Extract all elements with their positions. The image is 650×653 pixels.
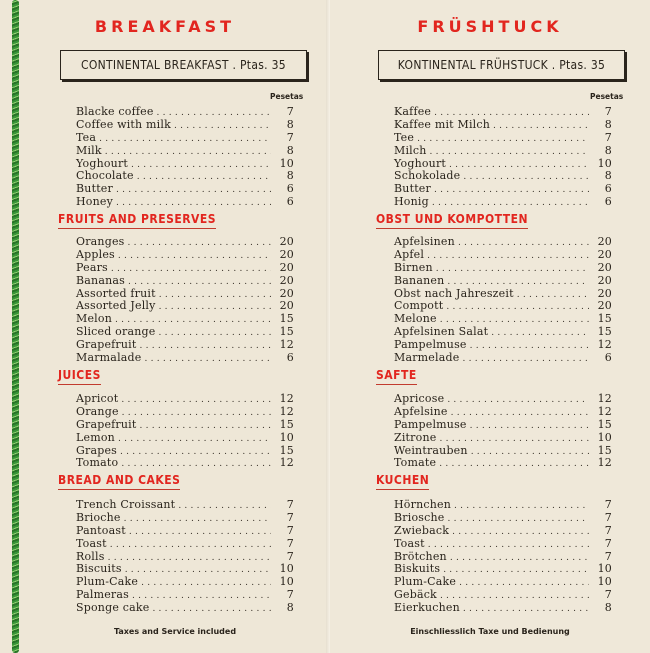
menu-item-name: Melone: [394, 312, 437, 326]
dot-leader: [454, 500, 589, 513]
menu-item: [76, 419, 294, 432]
menu-item-price: 10: [597, 430, 612, 444]
menu-item-name: Plum-Cake: [394, 575, 457, 589]
menu-item-name: Tee: [394, 130, 415, 144]
dot-leader: [158, 327, 271, 340]
menu-item-name: Brötchen: [394, 549, 447, 563]
dot-leader: [463, 171, 589, 184]
menu-item-name: Milk: [76, 143, 102, 157]
dot-leader: [439, 458, 589, 471]
german-menu-page: [330, 0, 650, 653]
menu-item-name: Butter: [394, 182, 431, 196]
menu-item-price: 7: [604, 536, 612, 550]
menu-item: [394, 249, 612, 262]
menu-item-price: 20: [279, 273, 294, 287]
menu-item-name: Honig: [394, 195, 429, 209]
section-items-list: [76, 236, 294, 365]
menu-item-name: Orange: [76, 404, 119, 418]
menu-item: [76, 249, 294, 262]
dot-leader: [427, 250, 589, 263]
dot-leader: [470, 340, 589, 353]
menu-item-name: Yoghourt: [76, 156, 129, 170]
menu-item-name: Apricose: [394, 392, 445, 405]
dot-leader: [125, 564, 271, 577]
menu-item-name: Weintrauben: [394, 443, 468, 457]
menu-item: [394, 457, 612, 470]
dot-leader: [449, 159, 589, 172]
dot-leader: [451, 407, 589, 420]
menu-item-name: Obst nach Jahreszeit: [394, 286, 514, 300]
dot-leader: [159, 301, 271, 314]
dot-leader: [462, 353, 589, 366]
menu-item: [76, 262, 294, 275]
page-footer: Einschliesslich Taxe und Bedienung: [410, 627, 570, 636]
menu-item-price: 8: [604, 169, 612, 183]
menu-item-name: Pears: [76, 260, 108, 274]
section-heading: SAFTE: [376, 368, 417, 385]
dot-leader: [430, 146, 589, 159]
menu-item-price: 8: [604, 601, 612, 615]
dot-leader: [452, 526, 589, 539]
menu-item-name: Oranges: [76, 235, 125, 248]
menu-item-price: 12: [597, 456, 612, 470]
dot-leader: [434, 184, 589, 197]
menu-item-name: Sponge cake: [76, 601, 150, 615]
dot-leader: [417, 133, 589, 146]
menu-item: [76, 432, 294, 445]
menu-item: [76, 406, 294, 419]
dot-leader: [121, 458, 271, 471]
menu-item-name: Chocolate: [76, 169, 134, 183]
menu-item-name: Marmelade: [394, 351, 460, 365]
dot-leader: [471, 446, 589, 459]
menu-item: [394, 525, 612, 538]
menu-item-price: 7: [604, 130, 612, 144]
dot-leader: [491, 327, 589, 340]
dot-leader: [140, 340, 271, 353]
dot-leader: [458, 237, 589, 250]
dot-leader: [152, 603, 271, 616]
menu-item-price: 20: [279, 247, 294, 261]
menu-item-price: 10: [597, 156, 612, 170]
menu-item-price: 7: [286, 498, 294, 511]
menu-item-price: 12: [597, 338, 612, 352]
menu-item-price: 12: [597, 404, 612, 418]
menu-item-name: Apfel: [394, 247, 425, 261]
menu-item: [76, 275, 294, 288]
menu-item-price: 20: [279, 260, 294, 274]
menu-item-price: 10: [597, 575, 612, 589]
menu-item-name: Bananas: [76, 273, 125, 287]
menu-item: [76, 525, 294, 538]
menu-item-name: Apples: [76, 247, 115, 261]
section-items-list: [394, 393, 612, 470]
menu-item-name: Assorted fruit: [76, 286, 156, 300]
menu-item-price: 8: [604, 143, 612, 157]
menu-item-name: Bananen: [394, 273, 445, 287]
dot-leader: [110, 539, 271, 552]
menu-item-name: Tomate: [394, 456, 437, 470]
section-items-list: [394, 499, 612, 615]
dot-leader: [116, 184, 271, 197]
dot-leader: [447, 394, 589, 407]
menu-item-name: Apricot: [76, 392, 119, 405]
menu-item-name: Palmeras: [76, 588, 129, 602]
dot-leader: [99, 133, 271, 146]
menu-item-name: Melon: [76, 312, 112, 326]
menu-item: [76, 236, 294, 249]
menu-item: [76, 602, 294, 615]
menu-item-name: Birnen: [394, 260, 433, 274]
menu-item-name: Grapefruit: [76, 417, 137, 431]
menu-item-price: 7: [604, 523, 612, 537]
dot-leader: [446, 301, 589, 314]
menu-item-name: Hörnchen: [394, 498, 451, 511]
menu-item: [394, 419, 612, 432]
dot-leader: [141, 577, 271, 590]
main-items-list: [76, 106, 294, 209]
menu-item-price: 15: [597, 417, 612, 431]
menu-item-price: 20: [279, 299, 294, 313]
menu-item-name: Pampelmuse: [394, 338, 467, 352]
section-items-list: [76, 393, 294, 470]
section-heading: FRUITS AND PRESERVES: [58, 212, 216, 229]
menu-item-name: Eierkuchen: [394, 601, 460, 615]
menu-item: [394, 406, 612, 419]
dot-leader: [137, 171, 271, 184]
menu-item-price: 10: [279, 575, 294, 589]
menu-item-price: 12: [279, 404, 294, 418]
section-heading: JUICES: [58, 368, 101, 385]
dot-leader: [121, 394, 271, 407]
menu-item-price: 7: [286, 130, 294, 144]
menu-item: [76, 499, 294, 512]
menu-item-name: Tomato: [76, 456, 119, 470]
dot-leader: [459, 577, 589, 590]
menu-item-price: 8: [286, 143, 294, 157]
menu-item: [394, 275, 612, 288]
menu-item-name: Apfelsine: [394, 404, 448, 418]
menu-item-name: Biscuits: [76, 562, 122, 576]
menu-item-price: 20: [597, 286, 612, 300]
pesetas-label: Pesetas: [270, 92, 304, 101]
dot-leader: [450, 552, 589, 565]
menu-item-price: 15: [597, 443, 612, 457]
menu-item-name: Pantoast: [76, 523, 126, 537]
menu-item-price: 15: [597, 312, 612, 326]
menu-item-price: 7: [604, 549, 612, 563]
menu-item: [394, 499, 612, 512]
dot-leader: [470, 420, 589, 433]
dot-leader: [105, 146, 271, 159]
menu-item-name: Marmalade: [76, 351, 142, 365]
menu-item: [76, 132, 294, 145]
menu-item-price: 6: [604, 351, 612, 365]
page-title: FRÜSHTUCK: [417, 17, 563, 36]
menu-item: [394, 106, 612, 119]
menu-item-name: Rolls: [76, 549, 105, 563]
menu-item-name: Trench Croissant: [76, 498, 176, 511]
menu-item-name: Kaffee mit Milch: [394, 117, 491, 131]
dot-leader: [436, 263, 589, 276]
menu-item-price: 12: [597, 392, 612, 405]
menu-item-name: Zitrone: [394, 430, 437, 444]
menu-item-price: 20: [597, 273, 612, 287]
menu-item-price: 12: [279, 392, 294, 405]
menu-item: [394, 236, 612, 249]
menu-item: [394, 512, 612, 525]
menu-item-name: Briosche: [394, 510, 445, 524]
dot-leader: [174, 120, 271, 133]
dot-leader: [463, 603, 589, 616]
menu-item: [394, 132, 612, 145]
menu-item-name: Zwieback: [394, 523, 450, 537]
dot-leader: [140, 420, 271, 433]
menu-item-price: 10: [279, 156, 294, 170]
menu-item-price: 12: [279, 456, 294, 470]
menu-item-name: Apfelsinen Salat: [394, 325, 489, 339]
menu-item-name: Compott: [394, 299, 444, 313]
dot-leader: [447, 513, 589, 526]
menu-item-price: 7: [604, 105, 612, 118]
dot-leader: [157, 107, 271, 120]
menu-item-price: 6: [286, 195, 294, 209]
dot-leader: [428, 539, 589, 552]
menu-item-price: 10: [279, 430, 294, 444]
dot-leader: [159, 289, 271, 302]
page-footer: Taxes and Service included: [113, 627, 237, 636]
menu-item-price: 20: [597, 235, 612, 248]
menu-item: [394, 538, 612, 551]
dot-leader: [118, 433, 271, 446]
menu-item: [76, 106, 294, 119]
menu-item: [76, 196, 294, 209]
section-heading: OBST UND KOMPOTTEN: [376, 212, 528, 229]
menu-item-name: Milch: [394, 143, 427, 157]
menu-item-price: 15: [279, 325, 294, 339]
dot-leader: [120, 446, 271, 459]
dot-leader: [128, 237, 271, 250]
menu-item-price: 20: [597, 260, 612, 274]
section-items-list: [394, 236, 612, 365]
menu-item-name: Yoghourt: [394, 156, 447, 170]
dot-leader: [131, 159, 271, 172]
menu-item-price: 8: [286, 601, 294, 615]
menu-item: [76, 457, 294, 470]
menu-item: [76, 145, 294, 158]
menu-item: [394, 393, 612, 406]
menu-item: [76, 119, 294, 132]
menu-item: [394, 119, 612, 132]
menu-item-price: 7: [286, 536, 294, 550]
menu-item-price: 7: [286, 549, 294, 563]
dot-leader: [145, 353, 272, 366]
menu-item: [76, 352, 294, 365]
menu-item: [394, 602, 612, 615]
dot-leader: [432, 197, 589, 210]
dot-leader: [108, 552, 271, 565]
menu-item-price: 6: [604, 195, 612, 209]
dot-leader: [124, 513, 271, 526]
menu-item-price: 7: [604, 588, 612, 602]
dot-leader: [129, 526, 271, 539]
menu-item-name: Coffee with milk: [76, 117, 171, 131]
menu-item-name: Lemon: [76, 430, 115, 444]
menu-item-price: 15: [597, 325, 612, 339]
pesetas-label: Pesetas: [590, 92, 624, 101]
dot-leader: [178, 500, 271, 513]
menu-item-price: 8: [604, 117, 612, 131]
continental-breakfast-box: KONTINENTAL FRÜHSTUCK . Ptas. 35: [378, 50, 625, 80]
section-heading: BREAD AND CAKES: [58, 473, 180, 490]
menu-item-name: Biskuits: [394, 562, 441, 576]
continental-breakfast-box: CONTINENTAL BREAKFAST . Ptas. 35: [60, 50, 307, 80]
menu-item: [394, 196, 612, 209]
menu-item: [76, 538, 294, 551]
menu-item-price: 7: [286, 510, 294, 524]
menu-item-price: 7: [286, 105, 294, 118]
menu-item-price: 15: [279, 443, 294, 457]
menu-item-price: 6: [286, 182, 294, 196]
menu-item-price: 8: [286, 117, 294, 131]
menu-item-price: 6: [604, 182, 612, 196]
menu-item-name: Grapefruit: [76, 338, 137, 352]
dot-leader: [443, 564, 589, 577]
menu-item-name: Toast: [76, 536, 107, 550]
menu-item-price: 20: [597, 299, 612, 313]
section-heading: KUCHEN: [376, 473, 429, 490]
menu-item-price: 8: [286, 169, 294, 183]
menu-item-name: Grapes: [76, 443, 117, 457]
menu-item-name: Tea: [76, 130, 97, 144]
menu-item-name: Gebäck: [394, 588, 437, 602]
menu-item-name: Assorted Jelly: [76, 299, 156, 313]
menu-item-price: 20: [279, 235, 294, 248]
menu-item-name: Toast: [394, 536, 425, 550]
menu-item-price: 20: [597, 247, 612, 261]
dot-leader: [116, 197, 271, 210]
menu-item-name: Pampelmuse: [394, 417, 467, 431]
menu-item-name: Sliced orange: [76, 325, 156, 339]
menu-item: [76, 512, 294, 525]
menu-item-name: Honey: [76, 195, 114, 209]
menu-item-name: Blacke coffee: [76, 105, 154, 118]
menu-item-name: Butter: [76, 182, 113, 196]
section-items-list: [76, 499, 294, 615]
menu-item-price: 7: [604, 510, 612, 524]
menu-item-name: Apfelsinen: [394, 235, 455, 248]
menu-item: [76, 393, 294, 406]
menu-item-price: 7: [286, 523, 294, 537]
dot-leader: [118, 250, 271, 263]
dot-leader: [493, 120, 589, 133]
menu-item-price: 7: [286, 588, 294, 602]
menu-item: [394, 262, 612, 275]
menu-item-price: 20: [279, 286, 294, 300]
menu-item-price: 7: [604, 498, 612, 511]
menu-item-price: 10: [279, 562, 294, 576]
menu-item: [394, 432, 612, 445]
dot-leader: [122, 407, 271, 420]
menu-item: [394, 352, 612, 365]
page-title: BREAKFAST: [94, 17, 236, 36]
menu-item-name: Schokolade: [394, 169, 461, 183]
menu-item-price: 6: [286, 351, 294, 365]
dot-leader: [111, 263, 271, 276]
menu-item-name: Kaffee: [394, 105, 432, 118]
menu-item-price: 15: [279, 417, 294, 431]
menu-item-name: Brioche: [76, 510, 121, 524]
menu-item-price: 15: [279, 312, 294, 326]
main-items-list: [394, 106, 612, 209]
dot-leader: [132, 590, 271, 603]
menu-item-price: 10: [597, 562, 612, 576]
dot-leader: [440, 590, 589, 603]
menu-item: [394, 145, 612, 158]
menu-item-name: Plum-Cake: [76, 575, 139, 589]
menu-item-price: 12: [279, 338, 294, 352]
dot-leader: [517, 289, 589, 302]
green-binding-string: [12, 0, 19, 653]
